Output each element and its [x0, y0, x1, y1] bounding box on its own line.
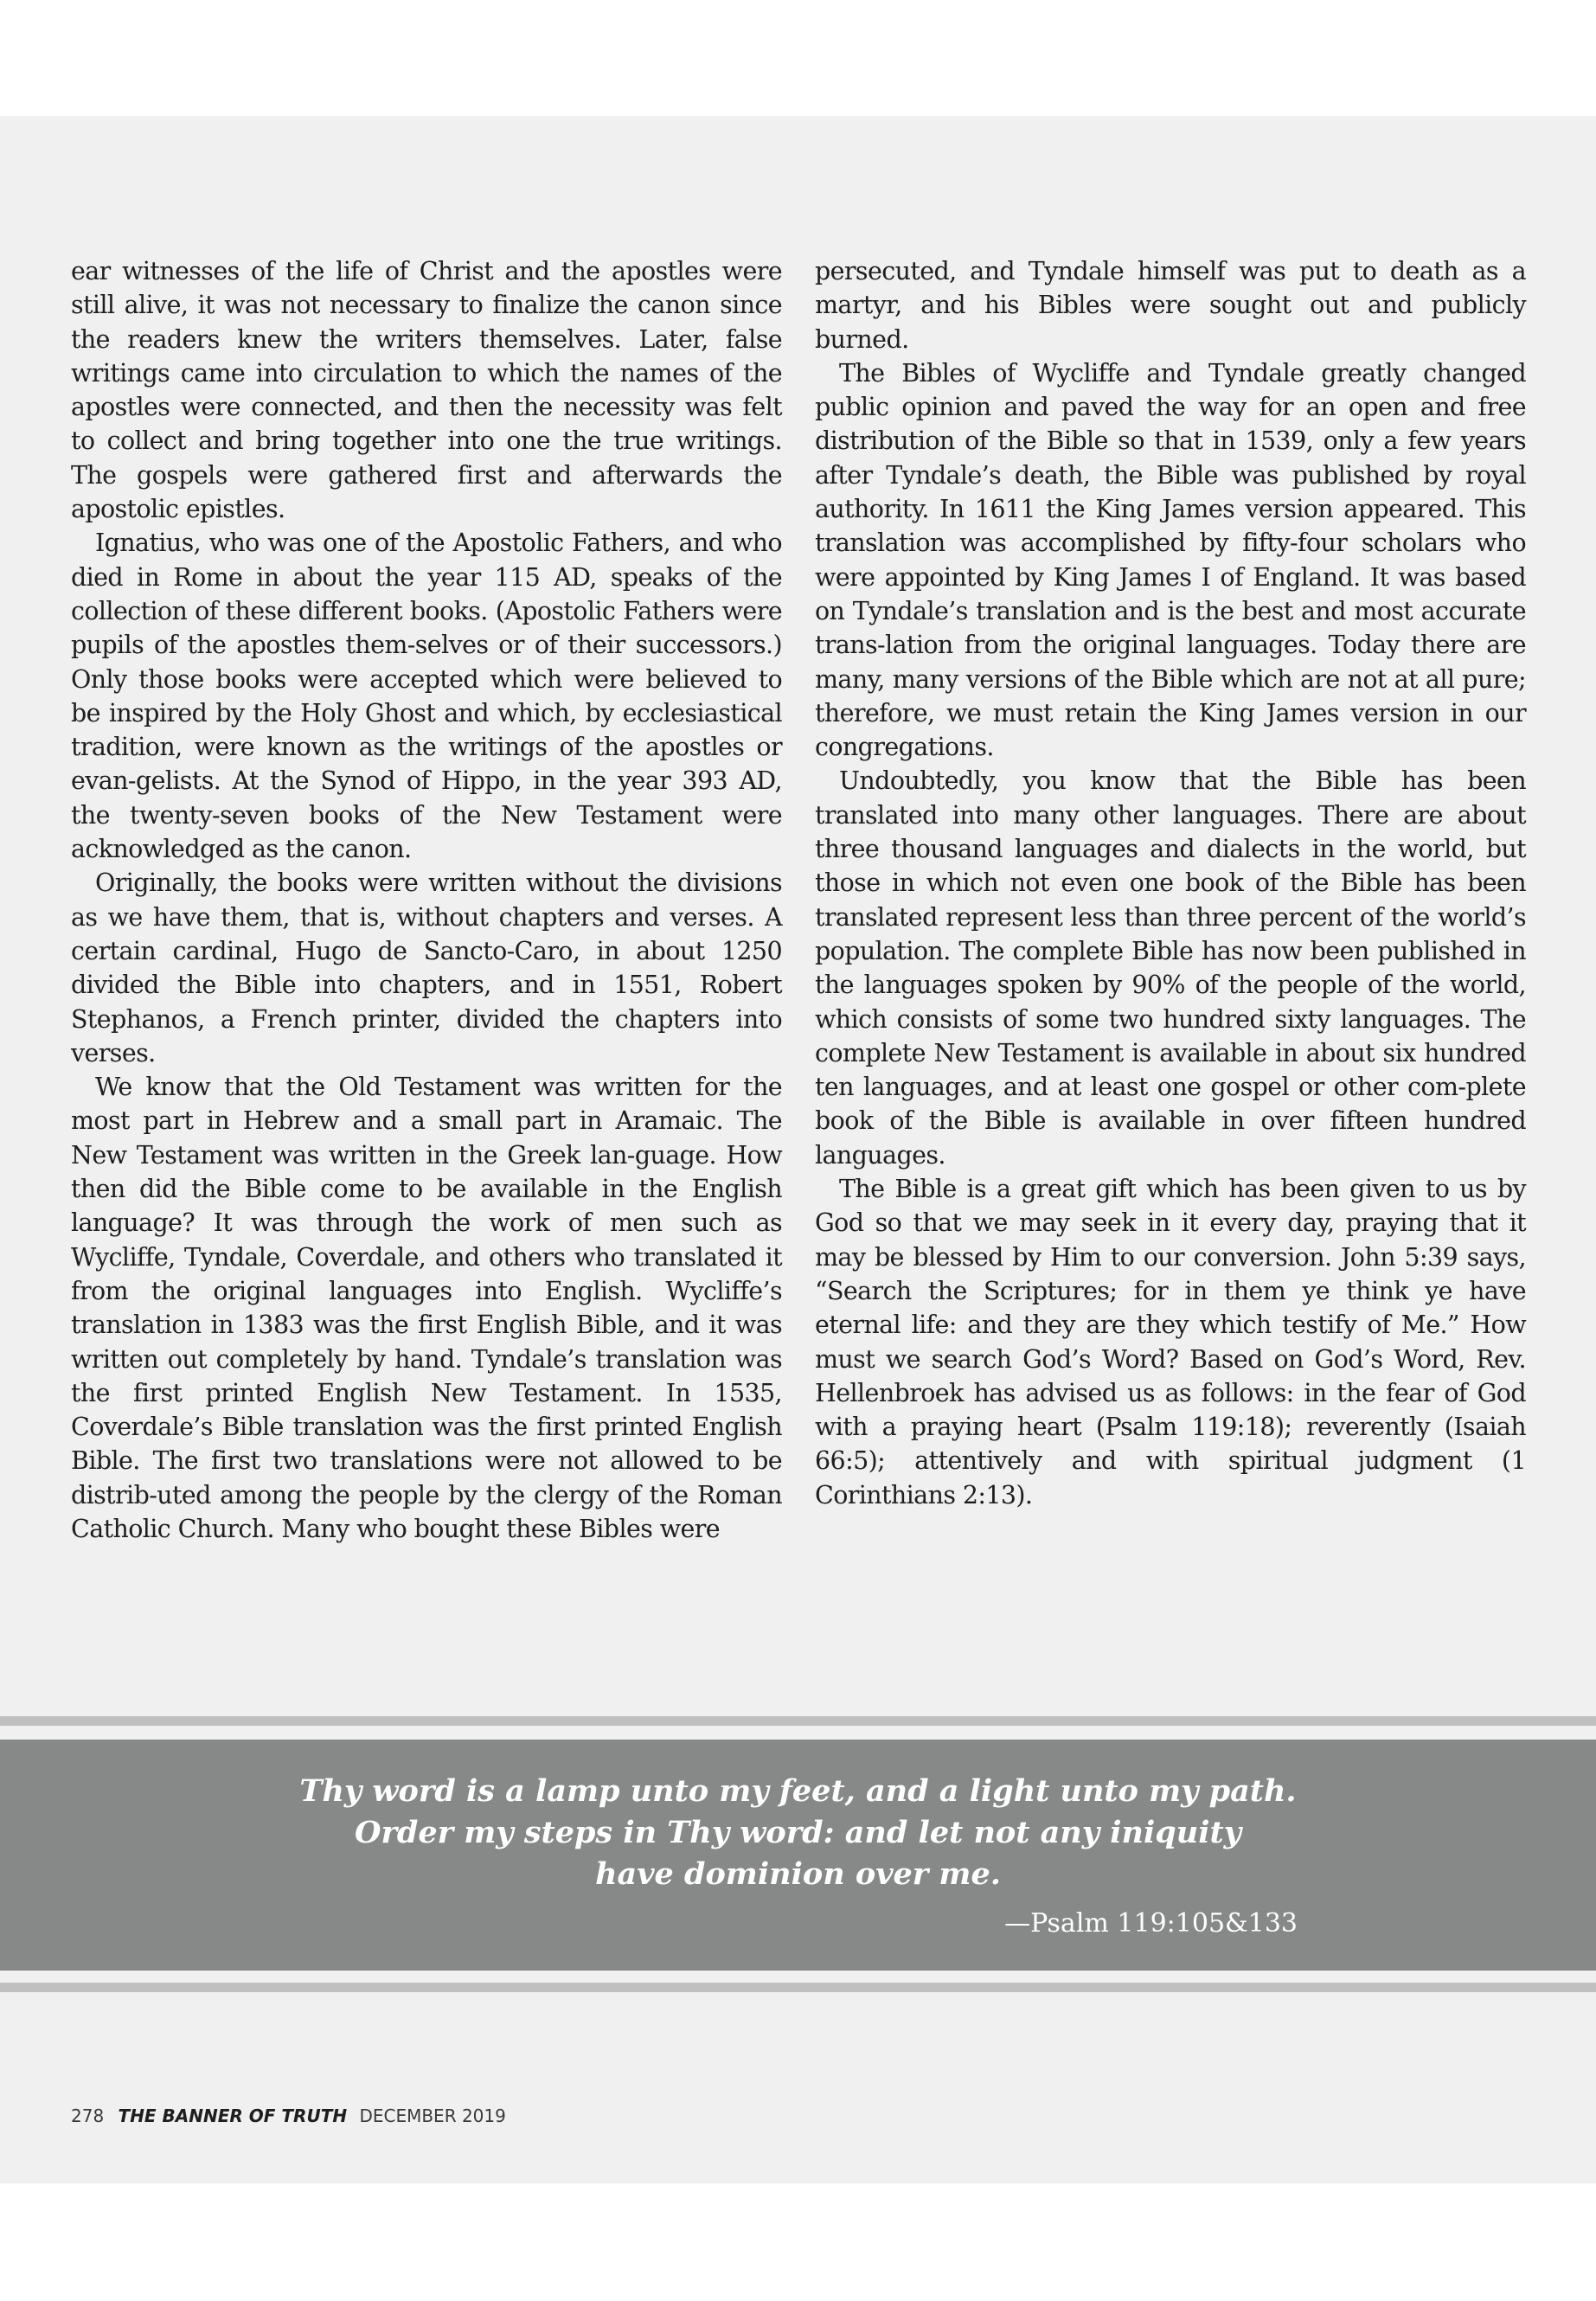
quote-line: have dominion over me. [595, 1856, 1001, 1892]
paragraph: The Bibles of Wycliffe and Tyndale greatly changed public opinion and paved the way for an open and free distribution of the Bible so that in 1539, only a few years after Tyndale’s death, the Bible was published by royal authority. In 1611 the King James version appeared. This translation was accomplished by fifty-four scholars who were appointed by King James I of England. It was based on Tyndale’s translation and is the best and most accurate trans-lation from the original languages. Today there are many, many versions of the Bible which are not at all pure; therefore, we must retain the King James version in our congregations. [815, 358, 1526, 762]
publication-title: THE BANNER OF TRUTH [118, 2106, 348, 2126]
paragraph: Ignatius, who was one of the Apostolic Fathers, and who died in Rome in about the year 115 AD, speaks of the collection of these different books. (Apostolic Fathers were pupils of the apostles them-selves or of their successors.) Only those books were accepted which were believed to be inspired by the Holy Ghost and which, by ecclesiastical tradition, were known as the writings of the apostles or evan-gelists. At the Synod of Hippo, in the year 393 AD, the twenty-seven books of the New Testament were acknowledged as the canon. [71, 529, 782, 864]
quote-line: Thy word is a lamp unto my feet, and a light unto my path. [299, 1773, 1297, 1809]
paragraph: Undoubtedly, you know that the Bible has been translated into many other languages. There are about three thousand languages and dialects in the world, but those in which not even one book of the Bible has been translated represent less than three percent of the world’s population. The complete Bible has now been published in the languages spoken by 90% of the people of the world, which consists of some two hundred sixty languages. The complete New Testament is available in about six hundred ten languages, and at least one gospel or other com-plete book of the Bible is available in over fifteen hundred languages. [815, 766, 1526, 1170]
paragraph: Originally, the books were written without the divisions as we have them, that is, without chapters and verses. A certain cardinal, Hugo de Sancto-Caro, in about 1250 divided the Bible into chapters, and in 1551, Robert Stephanos, a French printer, divided the chapters into verses. [71, 868, 782, 1067]
issue-date: DECEMBER 2019 [359, 2106, 506, 2126]
article-column-left [71, 254, 782, 1546]
scripture-quote [0, 1771, 1596, 1895]
divider-top [0, 1716, 1596, 1726]
page-footer [71, 2106, 506, 2126]
divider-bottom [0, 1983, 1596, 1992]
page-number: 278 [71, 2106, 105, 2126]
paragraph: We know that the Old Testament was written for the most part in Hebrew and a small part in Aramaic. The New Testament was written in the Greek lan-guage. How then did the Bible come to be available in the English language? It was through the work of men such as Wycliffe, Tyndale, Coverdale, and others who translated it from the original languages into English. Wycliffe’s translation in 1383 was the first English Bible, and it was written out completely by hand. Tyndale’s translation was the first printed English New Testament. In 1535, Coverdale’s Bible translation was the first printed English Bible. The first two translations were not allowed to be distrib-uted among the people by the clergy of the Roman Catholic Church. Many who bought these Bibles were [71, 1073, 782, 1543]
article-column-right [815, 254, 1526, 1512]
page [0, 116, 1596, 2183]
paragraph: ear witnesses of the life of Christ and the apostles were still alive, it was not necessary to finalize the canon since the readers knew the writers themselves. Later, false writings came into circulation to which the names of the apostles were connected, and then the necessity was felt to collect and bring together into one the true writings. The gospels were gathered first and afterwards the apostolic epistles. [71, 257, 782, 524]
scripture-quote-band [0, 1740, 1596, 1971]
paragraph: persecuted, and Tyndale himself was put to death as a martyr, and his Bibles were sought out and publicly burned. [815, 257, 1526, 354]
quote-reference: —Psalm 119:105&133 [1004, 1908, 1298, 1939]
paragraph: The Bible is a great gift which has been given to us by God so that we may seek in it every day, praying that it may be blessed by Him to our conversion. John 5:39 says, “Search the Scriptures; for in them ye think ye have eternal life: and they are they which testify of Me.” How must we search God’s Word? Based on God’s Word, Rev. Hellenbroek has advised us as follows: in the fear of God with a praying heart (Psalm 119:18); reverently (Isaiah 66:5); attentively and with spiritual judgment (1 Corinthians 2:13). [815, 1175, 1526, 1509]
quote-line: Order my steps in Thy word: and let not any iniquity [354, 1815, 1242, 1850]
